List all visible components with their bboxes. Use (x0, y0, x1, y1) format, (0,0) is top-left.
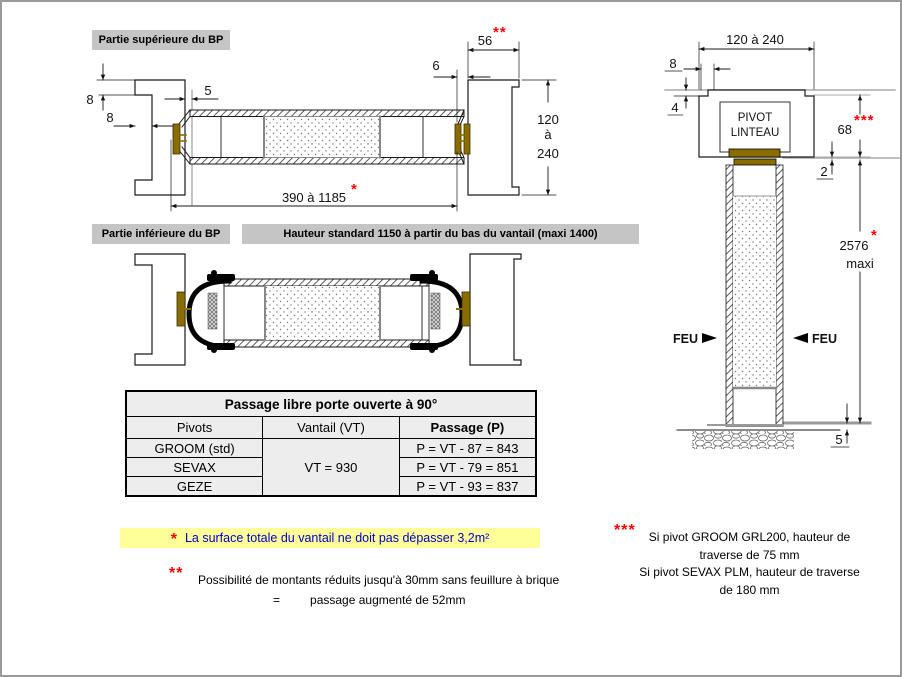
note-montants-line1: Possibilité de montants réduits jusqu'à 30mm sans feuillure à brique (198, 573, 560, 587)
leaf-bottom-skin (224, 340, 429, 347)
dim-label-frame-depth-1: 120 (537, 112, 559, 127)
dim-label-gap-left: 5 (204, 83, 212, 98)
asterisk-double-footnote: ** (169, 565, 184, 582)
dim-label-frame-width: 56 (477, 33, 493, 48)
pivot-name-cell: GEZE (126, 477, 263, 497)
dim-label-lip-height: 8 (86, 92, 94, 107)
dim-label-2: 2 (820, 164, 828, 179)
feu-label-right: FEU (812, 332, 837, 346)
note-montants-line2-text: passage augmenté de 52mm (310, 593, 466, 607)
pivot-name-cell: SEVAX (126, 458, 263, 477)
dim-label-offset-4: 4 (671, 100, 679, 115)
brass-door-top-plate (734, 159, 776, 165)
asterisk-height-marker: * (871, 227, 878, 244)
fire-arrow-left-icon (702, 333, 717, 343)
end-insulation-strip-right (431, 293, 440, 329)
banner-standard-height: Hauteur standard 1150 à partir du bas du vantail (maxi 1400) (242, 224, 639, 244)
right-frame-profile (470, 254, 521, 365)
leaf-core-insulation (265, 117, 379, 158)
equals-sign: = (273, 593, 281, 607)
pivot-linteau-label-2: LINTEAU (730, 127, 780, 139)
dim-label-68: 68 (837, 122, 852, 137)
note-pivot-traverse (627, 529, 872, 599)
note-pivot-line1: Si pivot GROOM GRL200, hauteur de (648, 530, 851, 544)
asterisk-single-marker: * (351, 181, 358, 198)
banner-top-part: Partie supérieure du BP (92, 30, 230, 50)
note-pivot-line3: Si pivot SEVAX PLM, hauteur de traverse (639, 565, 860, 579)
dim-label-lintel-width: 120 à 240 (726, 32, 784, 47)
dim-label-offset-8: 8 (669, 56, 677, 71)
passage-table (125, 390, 537, 497)
leaf-bottom-skin (190, 158, 464, 165)
right-frame-profile (468, 80, 519, 195)
leaf-top-skin (224, 279, 429, 286)
feu-label-left: FEU (673, 332, 698, 346)
seal-bulb-right (422, 281, 462, 347)
leaf-core-insulation (266, 286, 379, 340)
asterisk-triple-footnote: *** (614, 522, 636, 539)
pivot-linteau-label-1: PIVOT (737, 112, 773, 124)
brass-pivot-right (455, 124, 470, 154)
passage-value-cell: P = VT - 87 = 843 (399, 439, 536, 458)
note-pivot-line2: traverse de 75 mm (699, 547, 800, 562)
table-row (126, 439, 536, 458)
pivot-name-cell: GROOM (std) (126, 439, 263, 458)
column-header-passage: Passage (P) (399, 417, 536, 439)
asterisk-double-marker: ** (493, 24, 507, 41)
table-title: Passage libre porte ouverte à 90° (126, 391, 536, 417)
column-header-vantail: Vantail (VT) (263, 417, 400, 439)
bottom-section-drawing (135, 254, 521, 365)
note-pivot-line4: de 180 mm (719, 582, 780, 597)
leaf-top-skin (190, 110, 464, 117)
fire-arrow-right-icon (793, 333, 808, 343)
leaf-core-insulation (733, 196, 776, 388)
note-montants-line2 (273, 593, 465, 607)
note-surface-limit (120, 528, 540, 548)
note-surface-text: La surface totale du vantail ne doit pas dépasser 3,2m² (184, 531, 490, 545)
passage-value-cell: P = VT - 79 = 851 (399, 458, 536, 477)
vertical-section-drawing (665, 32, 900, 449)
banner-bottom-part: Partie inférieure du BP (92, 224, 230, 244)
dim-label-lip-width: 8 (106, 110, 114, 125)
dim-label-floor-5: 5 (835, 432, 843, 447)
end-insulation-strip-left (208, 293, 217, 329)
dim-label-gap-right: 6 (432, 58, 440, 73)
brass-traverse-plate (729, 149, 780, 157)
asterisk-triple-marker: *** (854, 112, 875, 129)
ground-hatch (692, 431, 794, 449)
dim-label-frame-depth-2: à (544, 127, 552, 142)
dim-label-height: 2576 (839, 238, 869, 253)
top-section-drawing (86, 24, 558, 211)
dim-label-leaf-width: 390 à 1185 (281, 190, 347, 205)
vantail-value-cell: VT = 930 (263, 439, 400, 497)
passage-value-cell: P = VT - 93 = 837 (399, 477, 536, 497)
asterisk-single-footnote: * (170, 531, 178, 548)
dim-label-frame-depth-3: 240 (537, 146, 559, 161)
dim-label-height-suffix: maxi (846, 256, 874, 271)
column-header-pivots: Pivots (126, 417, 263, 439)
